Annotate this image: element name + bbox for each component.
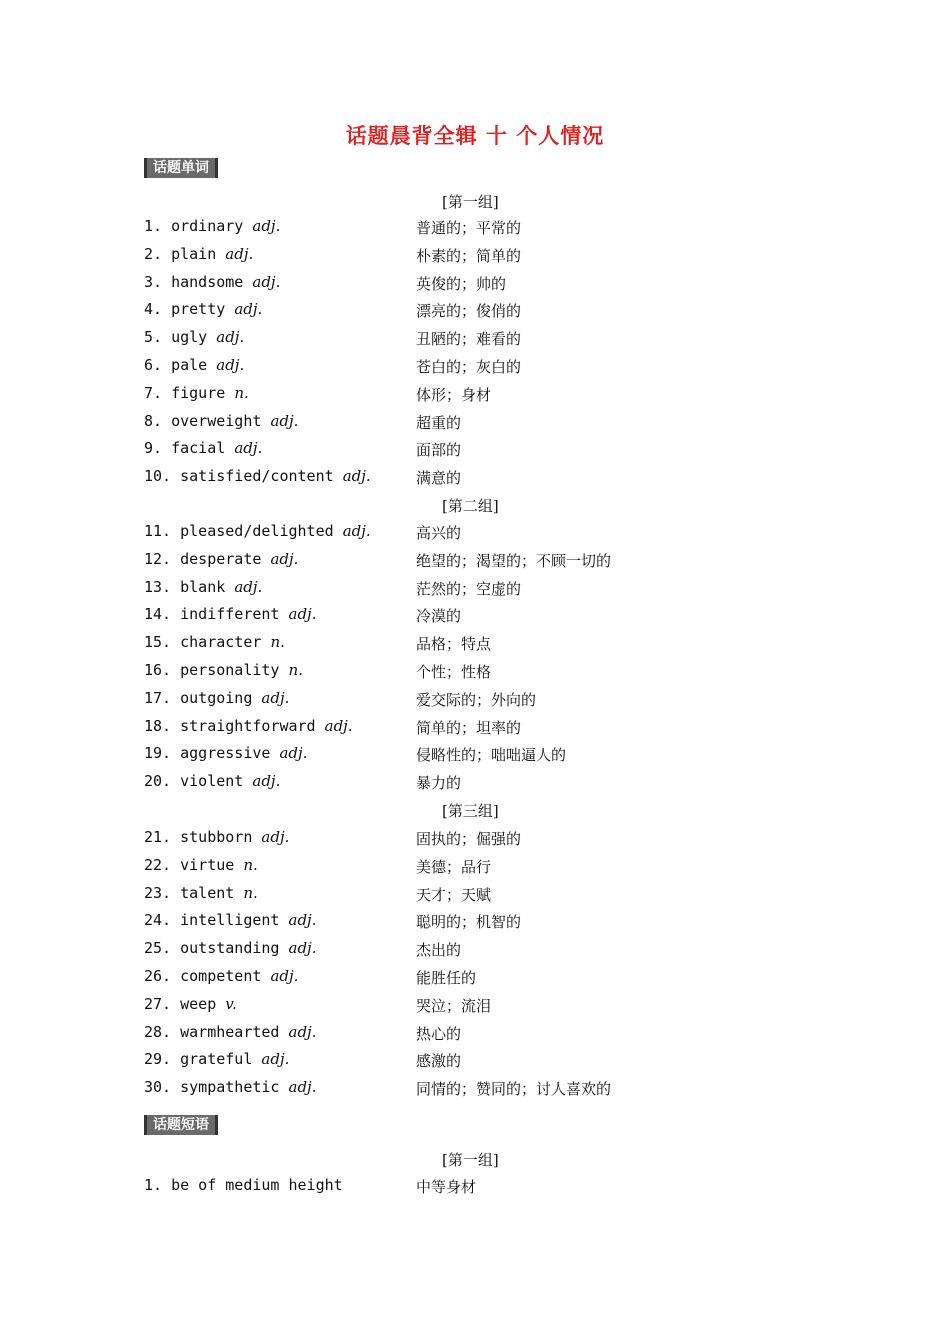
word-row — [144, 605, 704, 631]
word-part-of-speech: adj. — [324, 716, 353, 735]
word-row — [144, 522, 704, 548]
word-part-of-speech: adj. — [252, 772, 281, 791]
word-row — [144, 467, 704, 493]
word-chinese: 品格；特点 — [416, 635, 492, 654]
word-english: 16. personality n. — [144, 661, 303, 679]
word-chinese: 爱交际的；外向的 — [416, 690, 537, 709]
phrase-row — [144, 1176, 704, 1202]
section-label-words: 话题单词 — [144, 158, 218, 178]
word-row — [144, 217, 704, 243]
word-chinese: 苍白的；灰白的 — [416, 358, 522, 376]
word-part-of-speech: adj. — [234, 300, 263, 319]
word-chinese: 感激的 — [416, 1052, 462, 1071]
word-english: 7. figure n. — [144, 383, 249, 402]
word-english: 6. pale adj. — [144, 356, 245, 374]
word-english: 19. aggressive adj. — [144, 744, 308, 763]
word-chinese: 天才；天赋 — [416, 885, 492, 904]
word-row — [144, 633, 704, 659]
word-row — [144, 689, 704, 715]
phrase-english: 1. be of medium height — [144, 1176, 343, 1194]
word-row — [144, 856, 704, 882]
word-chinese: 冷漠的 — [416, 607, 462, 626]
word-row — [144, 412, 704, 438]
word-english: 2. plain adj. — [144, 244, 254, 263]
word-english: 24. intelligent adj. — [144, 911, 317, 930]
word-row — [144, 439, 704, 465]
word-part-of-speech: adj. — [288, 939, 317, 958]
word-row — [144, 356, 704, 382]
word-part-of-speech: n. — [270, 633, 285, 652]
word-row — [144, 245, 704, 271]
word-part-of-speech: adj. — [261, 828, 290, 846]
word-english: 13. blank adj. — [144, 577, 263, 596]
word-part-of-speech: adj. — [288, 911, 317, 930]
word-row — [144, 772, 704, 798]
word-chinese: 同情的；赞同的；讨人喜欢的 — [416, 1080, 612, 1099]
word-english: 8. overweight adj. — [144, 411, 299, 430]
word-chinese: 暴力的 — [416, 774, 462, 793]
word-english: 23. talent n. — [144, 883, 258, 902]
word-english: 30. sympathetic adj. — [144, 1078, 317, 1097]
word-part-of-speech: adj. — [216, 356, 245, 374]
word-part-of-speech: n. — [288, 661, 303, 679]
word-chinese: 能胜任的 — [416, 969, 477, 987]
word-chinese: 面部的 — [416, 441, 462, 460]
word-chinese: 绝望的；渴望的；不顾一切的 — [416, 551, 612, 570]
word-row — [144, 828, 704, 854]
section-label-phrases: 话题短语 — [144, 1115, 218, 1135]
word-english: 5. ugly adj. — [144, 328, 245, 347]
word-chinese: 简单的；坦率的 — [416, 718, 522, 737]
word-part-of-speech: adj. — [234, 577, 263, 596]
word-english: 9. facial adj. — [144, 439, 263, 458]
word-english: 26. competent adj. — [144, 967, 299, 985]
word-row — [144, 911, 704, 937]
word-row — [144, 717, 704, 743]
word-english: 28. warmhearted adj. — [144, 1022, 317, 1041]
word-row — [144, 1023, 704, 1049]
word-part-of-speech: adj. — [270, 549, 299, 568]
word-row — [144, 384, 704, 410]
word-row — [144, 939, 704, 965]
word-english: 12. desperate adj. — [144, 549, 299, 568]
word-part-of-speech: adj. — [261, 1050, 290, 1069]
word-row — [144, 995, 704, 1021]
word-chinese: 茫然的；空虚的 — [416, 579, 522, 598]
word-row — [144, 273, 704, 299]
word-row — [144, 550, 704, 576]
word-chinese: 美德；品行 — [416, 857, 492, 876]
word-chinese: 英俊的；帅的 — [416, 274, 507, 293]
word-part-of-speech: adj. — [216, 328, 245, 347]
word-chinese: 侵略性的；咄咄逼人的 — [416, 746, 567, 765]
word-english: 3. handsome adj. — [144, 272, 281, 291]
phrase-chinese: 中等身材 — [416, 1178, 477, 1196]
word-row — [144, 967, 704, 993]
word-row — [144, 744, 704, 770]
word-english: 22. virtue n. — [144, 855, 258, 874]
word-part-of-speech: adj. — [270, 967, 299, 985]
word-part-of-speech: adj. — [252, 272, 281, 291]
word-chinese: 超重的 — [416, 413, 462, 432]
word-part-of-speech: n. — [234, 383, 249, 402]
word-chinese: 热心的 — [416, 1024, 462, 1043]
word-chinese: 个性；性格 — [416, 663, 492, 681]
page-title: 话题晨背全辑 十 个人情况 — [345, 124, 605, 148]
word-chinese: 哭泣；流泪 — [416, 996, 492, 1015]
word-row — [144, 300, 704, 326]
word-row — [144, 328, 704, 354]
word-chinese: 固执的；倔强的 — [416, 830, 522, 848]
word-part-of-speech: adj. — [288, 1022, 317, 1041]
word-row — [144, 1050, 704, 1076]
word-english: 18. straightforward adj. — [144, 716, 353, 735]
word-english: 14. indifferent adj. — [144, 605, 317, 624]
word-part-of-speech: n. — [243, 883, 258, 902]
word-english: 17. outgoing adj. — [144, 688, 290, 707]
word-part-of-speech: adj. — [252, 217, 281, 235]
word-chinese: 普通的；平常的 — [416, 219, 522, 237]
word-english: 15. character n. — [144, 633, 285, 652]
word-row — [144, 661, 704, 687]
word-chinese: 漂亮的；俊俏的 — [416, 302, 522, 321]
word-english: 25. outstanding adj. — [144, 939, 317, 958]
word-row — [144, 578, 704, 604]
word-part-of-speech: adj. — [234, 439, 263, 458]
word-chinese: 杰出的 — [416, 941, 462, 960]
word-chinese: 朴素的；简单的 — [416, 246, 522, 265]
word-chinese: 体形；身材 — [416, 385, 492, 404]
word-row — [144, 1078, 704, 1104]
word-english: 1. ordinary adj. — [144, 217, 281, 235]
word-part-of-speech: adj. — [288, 605, 317, 624]
word-row — [144, 884, 704, 910]
word-english: 27. weep v. — [144, 994, 237, 1013]
word-english: 21. stubborn adj. — [144, 828, 290, 846]
word-english: 29. grateful adj. — [144, 1050, 290, 1069]
word-english: 20. violent adj. — [144, 772, 281, 791]
word-part-of-speech: adj. — [288, 1078, 317, 1097]
word-part-of-speech: adj. — [225, 244, 254, 263]
word-chinese: 满意的 — [416, 469, 462, 488]
word-english: 11. pleased/delighted adj. — [144, 522, 371, 540]
word-part-of-speech: adj. — [279, 744, 308, 763]
word-part-of-speech: v. — [225, 994, 237, 1013]
word-english: 4. pretty adj. — [144, 300, 263, 319]
word-part-of-speech: n. — [243, 855, 258, 874]
word-english: 10. satisfied/content adj. — [144, 467, 371, 486]
word-part-of-speech: adj. — [342, 467, 371, 486]
word-chinese: 丑陋的；难看的 — [416, 330, 522, 349]
word-part-of-speech: adj. — [270, 411, 299, 430]
word-part-of-speech: adj. — [342, 522, 371, 540]
word-part-of-speech: adj. — [261, 688, 290, 707]
word-chinese: 高兴的 — [416, 524, 462, 542]
word-chinese: 聪明的；机智的 — [416, 913, 522, 932]
